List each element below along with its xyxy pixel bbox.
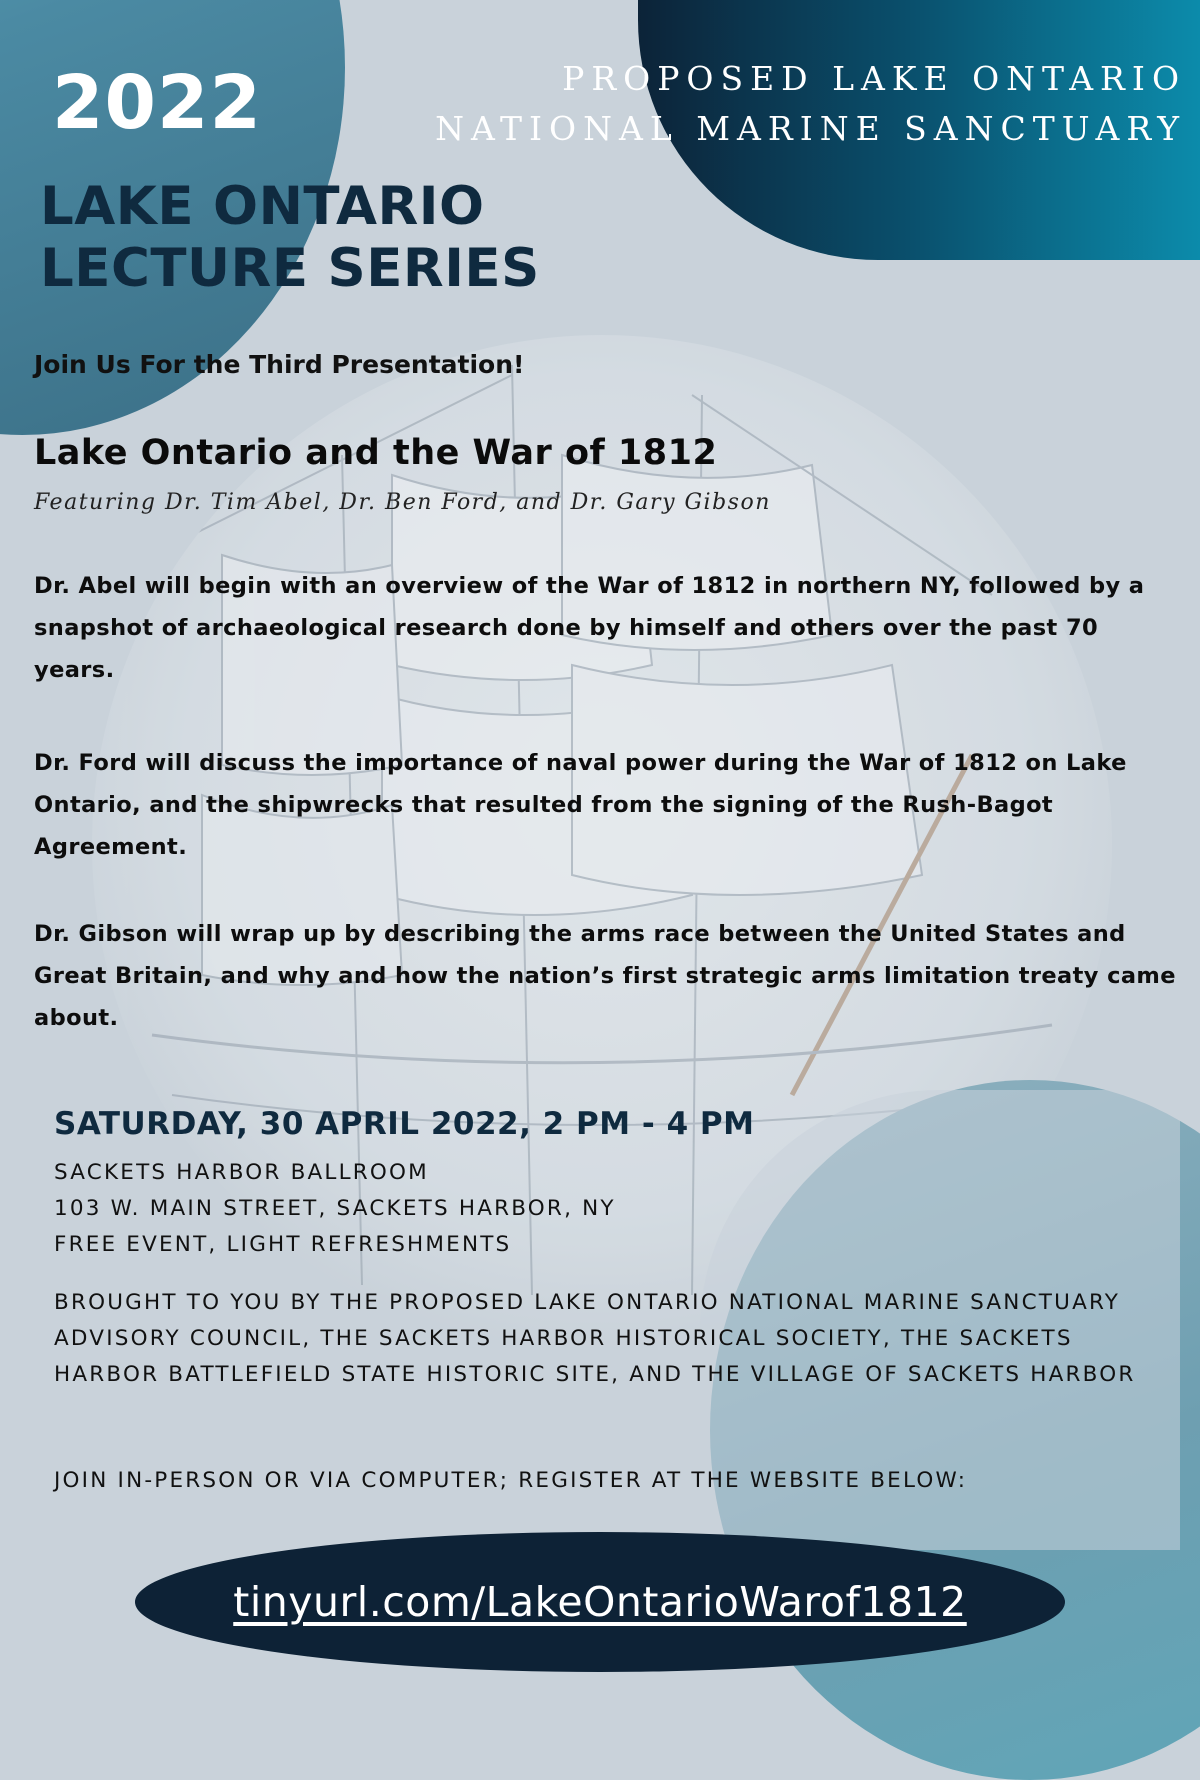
sanctuary-title-line: PROPOSED LAKE ONTARIO bbox=[562, 59, 1186, 98]
series-title-line: LECTURE SERIES bbox=[40, 238, 540, 299]
event-date: SATURDAY, 30 APRIL 2022, 2 PM - 4 PM bbox=[54, 1106, 755, 1142]
series-title bbox=[40, 176, 540, 300]
description-paragraph-ford: Dr. Ford will discuss the importance of naval power during the War of 1812 on Lake Ontario, and the shipwrecks that resulted from the signing of the Rush-Bagot Agreement. bbox=[34, 750, 1127, 860]
venue-details bbox=[54, 1155, 616, 1263]
venue-line: FREE EVENT, LIGHT REFRESHMENTS bbox=[54, 1232, 512, 1257]
sponsors-text: BROUGHT TO YOU BY THE PROPOSED LAKE ONTARIO NATIONAL MARINE SANCTUARY ADVISORY COUNCIL, THE SACKETS HARBOR HISTORICAL SOCIETY, THE SACKETS HARBOR BATTLEFIELD STATE HISTORIC SITE, AND THE VILLAGE OF SACKETS HARBOR bbox=[54, 1290, 1136, 1387]
venue-line: SACKETS HARBOR BALLROOM bbox=[54, 1160, 429, 1185]
venue-line: 103 W. MAIN STREET, SACKETS HARBOR, NY bbox=[54, 1196, 616, 1221]
invite-heading: Join Us For the Third Presentation! bbox=[34, 350, 525, 379]
presentation-title: Lake Ontario and the War of 1812 bbox=[34, 433, 718, 473]
sanctuary-title bbox=[435, 54, 1186, 154]
url-pill bbox=[135, 1532, 1065, 1672]
register-instruction: JOIN IN-PERSON OR VIA COMPUTER; REGISTER AT THE WEBSITE BELOW: bbox=[54, 1468, 968, 1493]
featuring-speakers: Featuring Dr. Tim Abel, Dr. Ben Ford, and Dr. Gary Gibson bbox=[34, 490, 771, 515]
description-paragraph-gibson: Dr. Gibson will wrap up by describing the arms race between the United States and Great Britain, and why and how the nation’s first strategic arms limitation treaty came about. bbox=[34, 921, 1176, 1031]
sanctuary-title-line: NATIONAL MARINE SANCTUARY bbox=[435, 109, 1186, 148]
description-paragraph-abel: Dr. Abel will begin with an overview of the War of 1812 in northern NY, followed by a snapshot of archaeological research done by himself and others over the past 70 years. bbox=[34, 573, 1145, 683]
series-title-line: LAKE ONTARIO bbox=[40, 176, 485, 237]
event-year: 2022 bbox=[52, 60, 262, 146]
registration-link[interactable]: tinyurl.com/LakeOntarioWarof1812 bbox=[233, 1578, 967, 1626]
